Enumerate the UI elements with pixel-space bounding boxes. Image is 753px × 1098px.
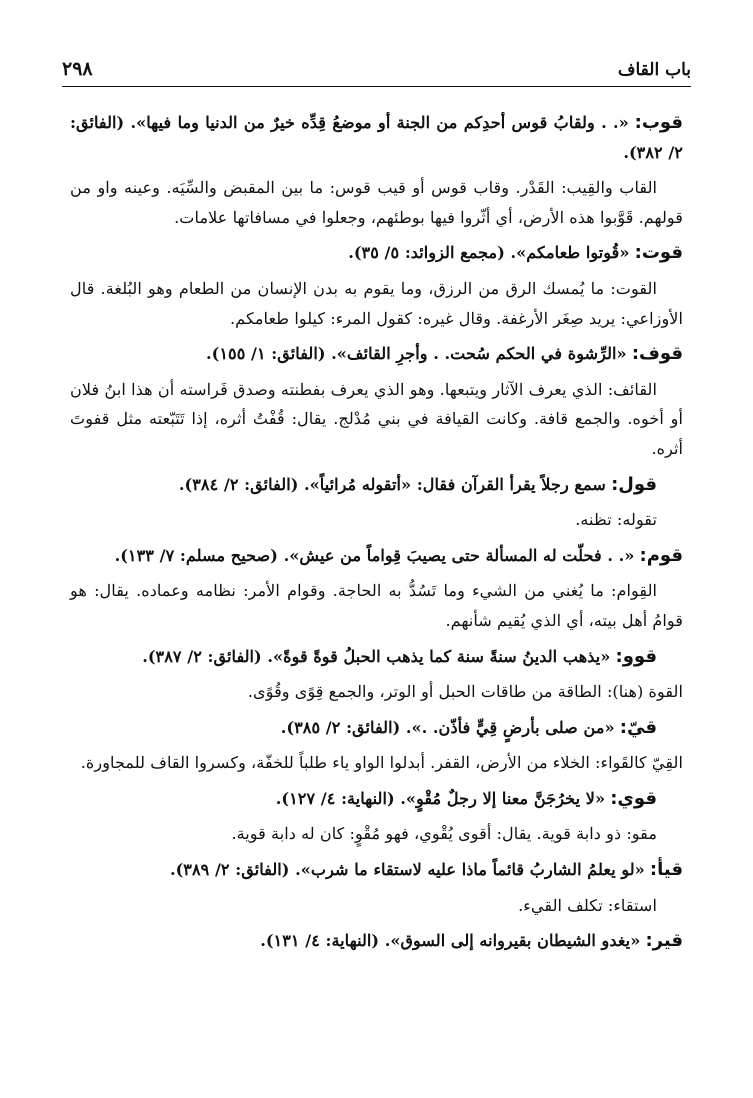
headword: قوو: <box>615 645 657 667</box>
quote: «يغدو الشيطان بقيروانه إلى السوق». (النهاية: ٤/ ١٣١). <box>260 931 641 951</box>
gloss: مقو: ذو دابة قوية. يقال: أقوى يُقْوي، فهو مُقْوٍ: كان له دابة قوية. <box>231 824 657 844</box>
quote: «قُوتوا طعامكم». (مجمع الزوائد: ٥/ ٣٥). <box>348 243 630 263</box>
quote: سمع رجلاً يقرأ القرآن فقال: «أتقوله مُرائياً». (الفائق: ٢/ ٣٨٤). <box>178 474 606 494</box>
entry-qwt <box>70 238 683 268</box>
entry-qy <box>70 713 683 743</box>
headword: قيأ: <box>649 859 683 881</box>
headword: قير: <box>645 930 683 952</box>
headword: قوت: <box>634 242 683 264</box>
entry-qyr <box>70 926 683 956</box>
gloss: القائف: الذي يعرف الآثار ويتبعها. وهو الذي يعرف بفطنته وصدق فَراسته أن هذا ابنُ فلان أو أخوه. والجمع قافة. وكانت القيافة في بني مُدْلج. يقال: قُفْتُ أثره، إذا تَتَبّعته مثل قفوتَ أثره. <box>70 379 683 458</box>
gloss: القوة (هنا): الطاقة من طاقات الحبل أو الوتر، والجمع قِوًى وقُوًى. <box>247 682 683 702</box>
gloss: القِيّ كالقَواء: الخلاء من الأرض، القفر. أبدلوا الواو ياء طلباً للخفّة، وكسروا القاف للمجاورة. <box>80 753 683 773</box>
quote: «لا يخرُجَنَّ معنا إلا رجلٌ مُقْوٍ». (النهاية: ٤/ ١٢٧). <box>275 788 606 808</box>
dictionary-content <box>70 108 683 962</box>
running-title: باب القاف <box>617 60 691 80</box>
headword: قول: <box>611 473 657 495</box>
headword: قيّ: <box>619 716 657 738</box>
headword: قوف: <box>631 343 683 365</box>
quote: «يذهب الدينُ سنةً سنة كما يذهب الحبلُ قوةً قوةً». (الفائق: ٢/ ٣٨٧). <box>142 646 611 666</box>
headword: قوم: <box>639 544 683 566</box>
quote: «الرِّشوة في الحكم سُحت. . وأجرِ القائف». (الفائق: ١/ ١٥٥). <box>206 344 627 364</box>
quote: «. . فحلّت له المسألة حتى يصيبَ قِواماً من عيش». (صحيح مسلم: ٧/ ١٣٣). <box>114 545 635 565</box>
entry-qww <box>70 642 683 672</box>
entry-qwy <box>70 784 683 814</box>
gloss: تقوله: تظنه. <box>575 510 657 530</box>
entry-qwf <box>70 339 683 369</box>
entry-qwl <box>70 470 683 500</box>
page-number: ٢٩٨ <box>62 58 93 80</box>
quote: «لو يعلمُ الشاربُ قائماً ماذا عليه لاستقاء ما شرب». (الفائق: ٢/ ٣٨٩). <box>169 860 645 880</box>
gloss: استقاء: تكلف القيء. <box>518 895 657 915</box>
gloss: القاب والقِيب: القَدْر. وقاب قوس أو قيب قوس: ما بين المقبض والسِّيَه. وعينه واو من قولهم. قَوَّبوا هذه الأرض، أي أثّروا فيها بوطئهم، وجعلوا في مسافاتها علامات. <box>70 178 683 227</box>
quote: «من صلى بأرضٍ قِيٍّ فأذّن. .». (الفائق: ٢/ ٣٨٥). <box>280 717 615 737</box>
gloss: القوت: ما يُمسك الرق من الرزق، وما يقوم به بدن الإنسان من الطعام وهو البُلغة. قال الأوزاعي: يريد صِغَر الأرغفة. وقال غيره: كقول المرء: كيلوا طعامكم. <box>70 278 683 328</box>
entry-qwm <box>70 541 683 571</box>
entry-qya <box>70 855 683 885</box>
headword: قوب: <box>634 112 683 133</box>
page-header <box>62 58 691 87</box>
headword: قوي: <box>610 787 657 809</box>
quote: «. . ولقابُ قوس أحدِكم من الجنة أو موضعُ قِدِّه خيرٌ من الدنيا وما فيها». (الفائق: ٢/ ٣٨٢). <box>70 113 683 162</box>
gloss: القِوام: ما يُغني من الشيء وما تَسُدُّ به الحاجة. وقوام الأمر: نظامه وعماده. يقال: هو قوامُ أهل بيته، أي الذي يُقيم شأنهم. <box>70 581 683 630</box>
entry-qwb <box>70 108 683 167</box>
